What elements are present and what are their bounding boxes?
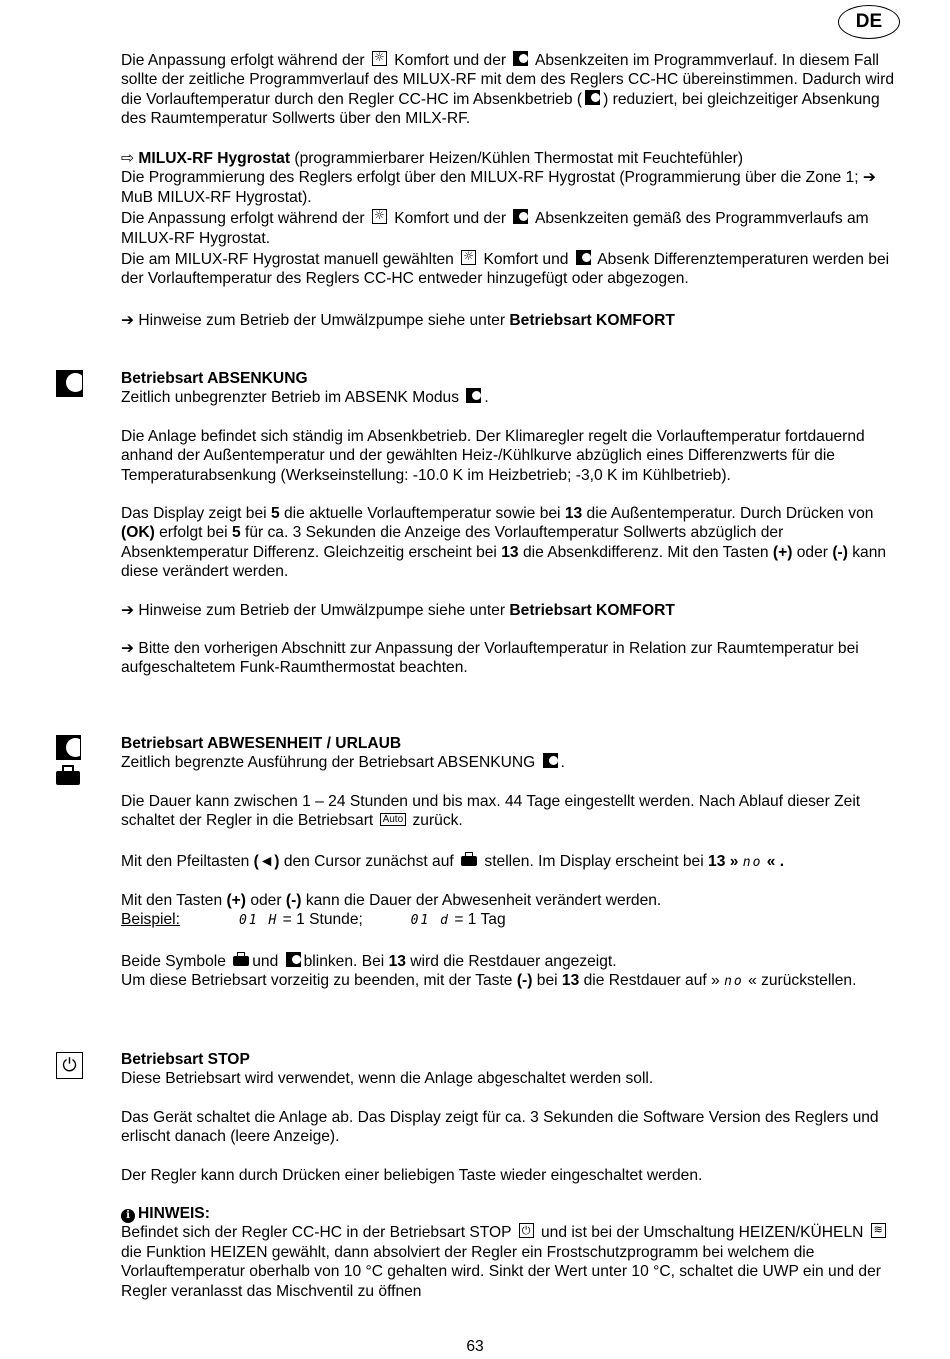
text: 13 — [561, 972, 580, 990]
example-label: Beispiel: — [121, 911, 180, 929]
text: (-) — [516, 972, 533, 990]
text: oder — [250, 892, 282, 910]
text: Um diese Betriebsart vorzeitig zu beenden, mit der Taste — [121, 972, 513, 990]
text: (◄) — [253, 852, 280, 870]
text: bei — [536, 972, 558, 990]
text: (OK) — [121, 524, 155, 542]
section-heading: Betriebsart STOP — [121, 1051, 250, 1068]
info-icon: i — [121, 1209, 135, 1223]
bold-arrow-icon: ➔ — [121, 600, 135, 619]
text: Mit den Pfeiltasten — [121, 852, 250, 870]
text: die Absenkdifferenz. Mit den Tasten — [522, 543, 769, 561]
text: 5 — [231, 524, 241, 542]
text: . — [560, 754, 565, 772]
text: Die am MILUX-RF Hygrostat manuell gewählten — [121, 251, 454, 269]
segment-display: no — [724, 974, 744, 990]
text: Zeitlich begrenzte Ausführung der Betriebsart ABSENKUNG — [121, 754, 536, 772]
text: und ist bei der Umschaltung HEIZEN/KÜHELN — [540, 1224, 864, 1242]
text: die Außentemperatur. Durch Drücken von — [586, 505, 874, 523]
text: Bitte den vorherigen Abschnitt zur Anpassung der Vorlauftemperatur in Relation zur Raumtemperatur bei aufgeschaltetem Funk-Raumthermostat beachten. — [121, 640, 859, 677]
text: den Cursor zunächst auf — [283, 852, 454, 870]
heat-cool-icon — [871, 1223, 886, 1238]
text: und — [252, 952, 279, 970]
bold-arrow-icon: ➔ — [121, 639, 135, 658]
hygrostat-title: MILUX-RF Hygrostat — [138, 150, 291, 167]
text: ) reduziert, bei gleichzeitiger Absenkung des Raumtemperatur Sollwerts über den MILX-RF. — [121, 90, 880, 128]
text: (-) — [832, 543, 848, 561]
text: 13 — [501, 543, 519, 561]
text: Absenk Differenztemperaturen werden bei der Vorlauftemperatur des Reglers CC-HC entweder hinzugefügt oder abgezogen. — [121, 251, 890, 288]
segment-display: 01 H — [239, 913, 279, 929]
sun-comfort-icon — [372, 51, 387, 66]
text: Befindet sich der Regler CC-HC in der Betriebsart STOP — [121, 1224, 512, 1242]
text: Hinweise zum Betrieb der Umwälzpumpe siehe unter — [138, 601, 506, 619]
text: Absenkzeiten im Programmverlauf. In diesem Fall sollte der zeitliche Programmverlauf des MILUX-RF mit dem des Reglers CC-HC übereinstimmen. Dadurch wird die Vorlauftemperatur durch den Regler CC-HC im Absenkbetrieb ( — [121, 52, 895, 108]
hygrostat-section — [121, 149, 906, 289]
bold-arrow-icon: ➔ — [121, 311, 135, 329]
pump-hint — [121, 311, 906, 330]
absenkung-section — [121, 369, 906, 678]
text: Hinweise zum Betrieb der Umwälzpumpe siehe unter — [138, 312, 506, 329]
moon-setback-icon — [543, 753, 558, 768]
text: Mit den Tasten — [121, 892, 223, 910]
segment-display: 01 d — [410, 913, 450, 929]
text: kann die Dauer der Abwesenheit verändert werden. — [305, 892, 662, 910]
text: Komfort und — [483, 251, 569, 269]
text: Die Dauer kann zwischen 1 – 24 Stunden und bis max. 44 Tage eingestellt werden. Nach Ablauf dieser Zeit schaltet der Regler in die Betriebsart — [121, 792, 861, 830]
language-badge: DE — [838, 5, 900, 39]
page-number: 63 — [466, 1338, 484, 1355]
paragraph: Die Anlage befindet sich ständig im Absenkbetrieb. Der Klimaregler regelt die Vorlauftemperatur fortdauernd anhand der Außentemperatur und der gewählten Heiz-/Kühlkurve abzüglich eines Differenzwerts für die Temperaturabsenkung (Werkseinstellung: -10.0 K im Heizbetrieb; -3,0 K im Kühlbetrieb). — [121, 427, 865, 484]
paragraph: Das Gerät schaltet die Anlage ab. Das Display zeigt für ca. 3 Sekunden die Software Version des Reglers und erlischt danach (leere Anzeige). — [121, 1108, 879, 1146]
text: 13 — [708, 852, 726, 870]
paragraph: Der Regler kann durch Drücken einer beliebigen Taste wieder eingeschaltet werden. — [121, 1166, 703, 1184]
text: (-) — [285, 892, 302, 910]
moon-mode-icon — [56, 370, 83, 397]
text: wird die Restdauer angezeigt. — [410, 952, 617, 970]
stop-section — [121, 1050, 906, 1301]
text: blinken. Bei — [303, 952, 385, 970]
text: die Funktion HEIZEN gewählt, dann absolviert der Regler ein Frostschutzprogramm bei welchem die Vorlauftemperatur oberhalb von 10 °C gehalten wird. Sinkt der Wert unter 10 °C, schaltet die UWP ein und der Regler veranlasst das Mischventil zu öffnen — [121, 1243, 881, 1300]
sun-comfort-icon — [372, 209, 387, 224]
text: = 1 Stunde; — [282, 911, 363, 929]
text: erfolgt bei — [159, 524, 228, 542]
suitcase-icon — [56, 771, 80, 785]
segment-display: no — [742, 854, 763, 870]
text: 13 — [564, 505, 583, 523]
text: Beide Symbole — [121, 952, 226, 970]
suitcase-icon — [461, 856, 477, 866]
text: Zeitlich unbegrenzter Betrieb im ABSENK Modus — [121, 389, 460, 407]
text: Komfort und der — [394, 52, 507, 69]
hollow-arrow-icon: ⇨ — [121, 149, 135, 167]
suitcase-icon — [233, 956, 249, 966]
text: MuB MILUX-RF Hygrostat). — [121, 188, 312, 206]
text: . — [484, 389, 489, 407]
text: kann diese verändert werden. — [121, 543, 887, 581]
text: zurück. — [412, 812, 463, 830]
section-heading: Betriebsart ABWESENHEIT / URLAUB — [121, 735, 402, 752]
section-heading: Betriebsart ABSENKUNG — [121, 370, 308, 387]
paragraph: Diese Betriebsart wird verwendet, wenn die Anlage abgeschaltet werden soll. — [121, 1070, 654, 1088]
moon-setback-icon — [466, 388, 481, 403]
text: die aktuelle Vorlauftemperatur sowie bei — [283, 505, 561, 523]
moon-setback-icon — [286, 952, 301, 967]
text: für ca. 3 Sekunden die Anzeige des Vorlauftemperatur Sollwerts abzüglich der Absenktemperatur Differenz. Gleichzeitig erscheint bei — [121, 524, 784, 561]
link-reference: Betriebsart KOMFORT — [509, 312, 675, 329]
text: Die Anpassung erfolgt während der — [121, 52, 365, 69]
text: (programmierbarer Heizen/Kühlen Thermostat mit Feuchtefühler) — [294, 150, 744, 167]
moon-mode-icon — [56, 735, 81, 760]
power-icon — [519, 1223, 534, 1238]
bold-arrow-icon: ➔ — [862, 168, 876, 187]
intro-paragraph — [121, 51, 906, 129]
text: (+) — [226, 892, 246, 910]
sun-comfort-icon — [461, 250, 476, 265]
text: Die Programmierung des Reglers erfolgt über den MILUX-RF Hygrostat (Programmierung über die Zone 1; — [121, 169, 859, 187]
power-icon: ⏻ — [56, 1052, 83, 1079]
moon-setback-icon — [585, 90, 600, 105]
text: « . — [766, 852, 785, 870]
text: (+) — [772, 543, 793, 561]
text: 13 — [388, 952, 406, 970]
auto-mode-icon: Auto — [380, 813, 407, 826]
text: Komfort und der — [394, 210, 507, 228]
moon-setback-icon — [513, 51, 528, 66]
urlaub-section — [121, 734, 906, 992]
text: Das Display zeigt bei — [121, 505, 267, 523]
note-label: HINWEIS: — [138, 1205, 210, 1223]
text: die Restdauer auf » — [583, 972, 720, 990]
text: stellen. Im Display erscheint bei — [484, 852, 704, 870]
link-reference: Betriebsart KOMFORT — [509, 601, 675, 619]
text: Absenkzeiten gemäß des Programmverlaufs am MILUX-RF Hygrostat. — [121, 210, 869, 247]
moon-setback-icon — [513, 209, 528, 224]
text: » — [729, 852, 739, 870]
text: Die Anpassung erfolgt während der — [121, 210, 365, 228]
text: oder — [796, 543, 828, 561]
text: = 1 Tag — [454, 911, 506, 929]
text: 5 — [270, 505, 280, 523]
moon-setback-icon — [576, 250, 591, 265]
text: « zurückstellen. — [748, 972, 857, 990]
